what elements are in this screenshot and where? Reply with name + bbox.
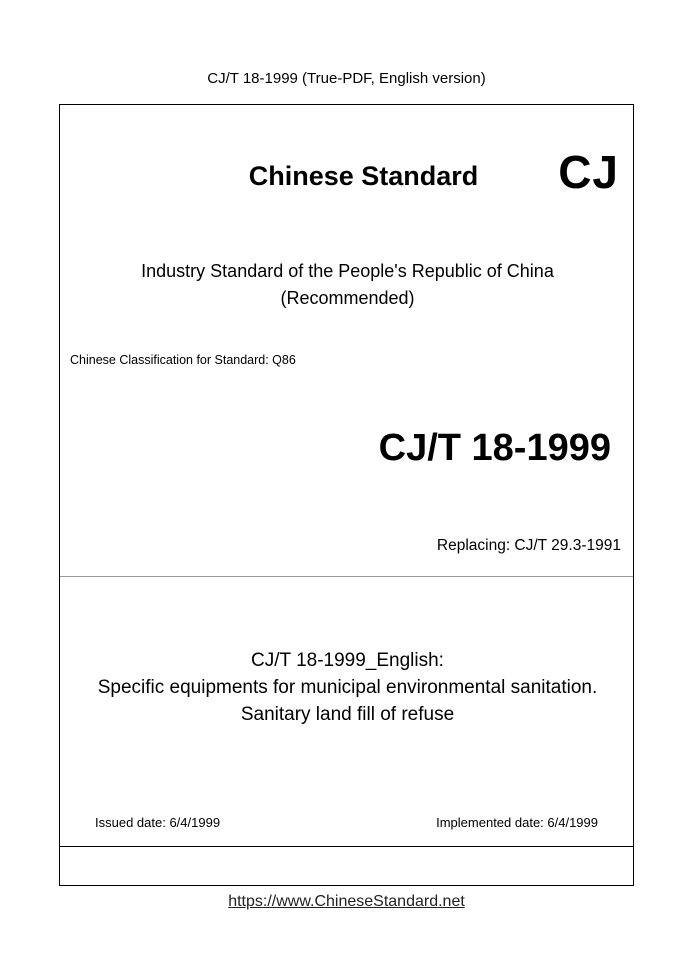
document-title-line-1: CJ/T 18-1999_English: (251, 650, 444, 671)
issued-date: Issued date: 6/4/1999 (95, 815, 221, 830)
cover-frame (59, 104, 634, 886)
footer-divider (60, 846, 633, 847)
page-header-caption: CJ/T 18-1999 (True-PDF, English version) (207, 70, 486, 87)
brand-code: CJ (558, 146, 619, 198)
replacing-text: Replacing: CJ/T 29.3-1991 (436, 537, 621, 554)
brand-title-text: Chinese Standard (248, 161, 479, 191)
classification-text: Chinese Classification for Standard: Q86 (70, 353, 296, 367)
industry-standard-heading (60, 258, 635, 312)
brand-title (60, 161, 635, 192)
industry-line-2: (Recommended) (280, 288, 415, 308)
implemented-date: Implemented date: 6/4/1999 (436, 815, 598, 830)
document-title (60, 647, 635, 728)
section-divider (60, 576, 633, 577)
website-link[interactable]: https://www.ChineseStandard.net (228, 893, 465, 910)
industry-line-1: Industry Standard of the People's Republic of China (141, 261, 554, 281)
document-title-line-3: Sanitary land fill of refuse (240, 704, 455, 725)
footer (0, 893, 693, 911)
standard-number: CJ/T 18-1999 (378, 427, 611, 469)
document-title-line-2: Specific equipments for municipal environmental sanitation. (97, 677, 598, 698)
